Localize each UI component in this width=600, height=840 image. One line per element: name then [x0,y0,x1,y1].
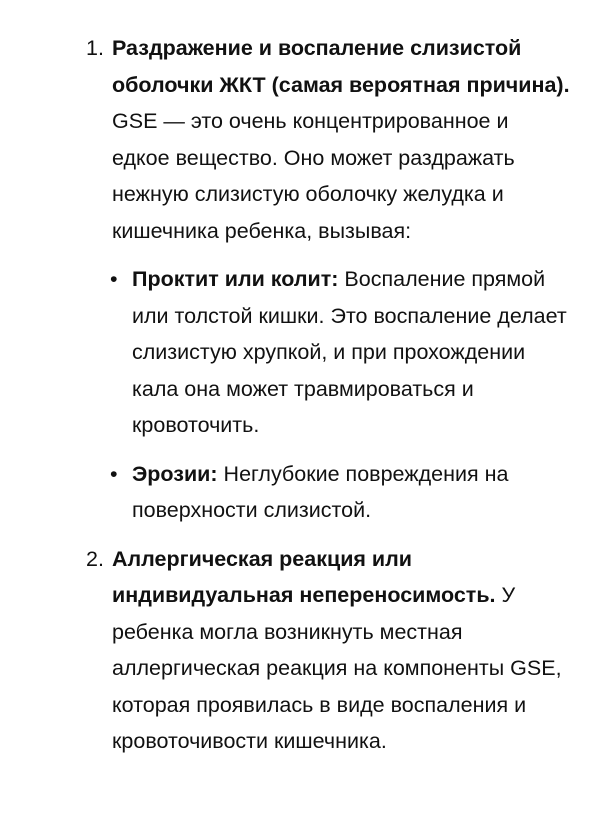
document-body [0,30,600,760]
bullet-icon: • [110,461,118,486]
bullet-icon: • [110,267,118,291]
list-number: 1. [86,36,104,60]
sub-item-title: Эрозии: [132,461,218,486]
list-item-title: Аллергическая реакция или индивидуальная непереносимость. [112,546,496,607]
sub-item-text: Неглубокие повреждения на поверхности слизистой. [132,461,509,522]
list-number: 2. [86,546,104,571]
list-item-2 [0,541,600,760]
sub-item-title: Проктит или колит: [132,267,339,291]
sub-list [112,261,570,529]
list-item-title: Раздражение и воспаление слизистой оболочки ЖКТ (самая вероятная причина). [112,36,570,97]
sub-list-item-1 [110,261,570,444]
sub-item-text: Воспаление прямой или толстой кишки. Это воспаление делает слизистую хрупкой, и при прохождении кала она может травмироваться и кровоточить. [132,267,567,437]
list-item-text: GSE — это очень концентрированное и едкое вещество. Оно может раздражать нежную слизистую оболочку желудка и кишечника ребенка, вызывая: [112,109,515,243]
list-item-text: У ребенка могла возникнуть местная аллергическая реакция на компоненты GSE, которая проявилась в виде воспаления и кровоточивости кишечника. [112,583,562,753]
list-item-1 [0,30,600,529]
sub-list-item-2 [110,456,570,529]
